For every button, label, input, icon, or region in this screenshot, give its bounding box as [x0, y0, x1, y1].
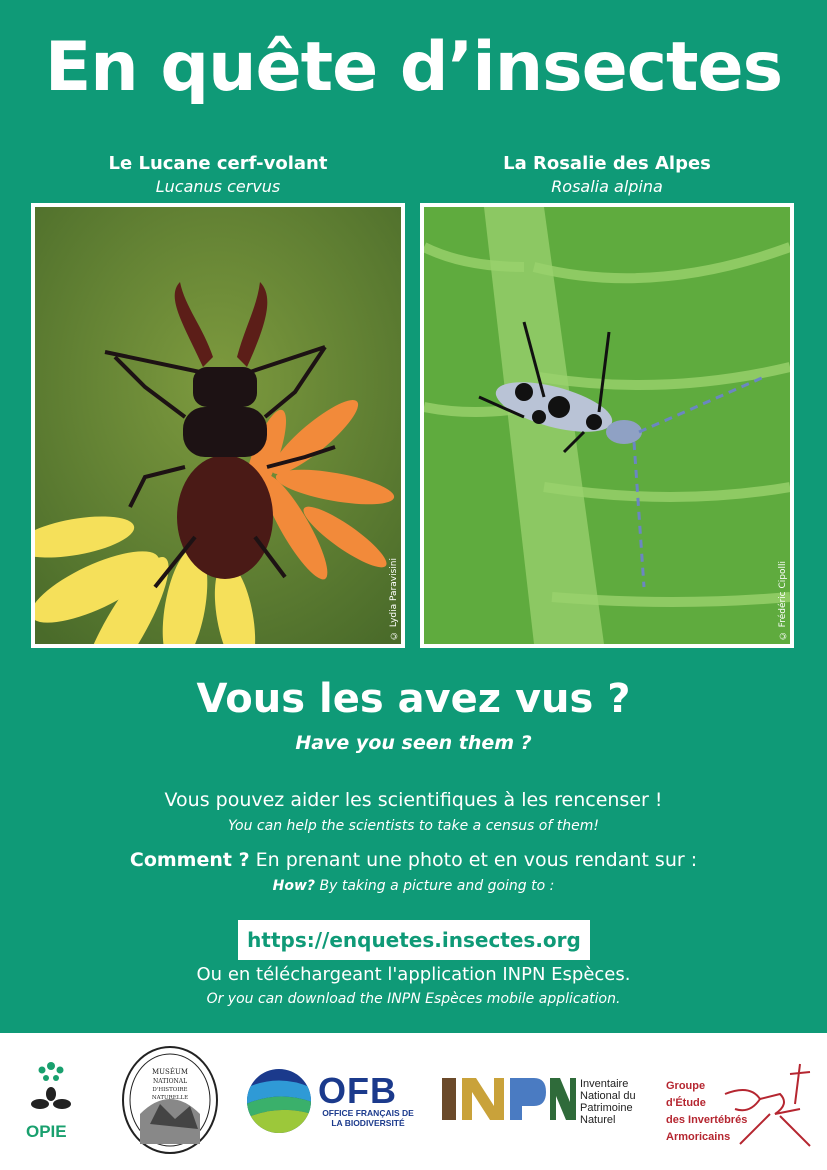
species-name: Le Lucane cerf-volant — [108, 153, 328, 174]
help-text: Vous pouvez aider les scientifiques à les rencenser ! — [164, 789, 663, 811]
inpn-subtitle-line: Patrimoine — [580, 1102, 633, 1114]
gretia-line: des Invertébrés — [666, 1114, 748, 1126]
help-text-english: You can help the scientists to take a census of them! — [228, 818, 599, 834]
question-heading: Vous les avez vus ? — [196, 676, 631, 722]
ofb-logo-subtitle: OFFICE FRANÇAIS DE LA BIODIVERSITÉ — [322, 1108, 414, 1128]
species-caption-lucane — [31, 152, 405, 198]
page-title: En quête d’insectes — [44, 28, 783, 107]
stag-beetle-illustration — [35, 207, 401, 644]
inpn-logo-icon — [442, 1076, 576, 1122]
how-label-english: How? — [272, 878, 316, 894]
inpn-subtitle-line: Inventaire — [580, 1078, 629, 1090]
opie-logo-icon — [26, 1058, 76, 1120]
how-instructions: En prenant une photo et en vous rendant sur : — [255, 849, 698, 871]
svg-text:D'HISTOIRE: D'HISTOIRE — [152, 1087, 188, 1093]
species-latin-name: Lucanus cervus — [155, 177, 281, 196]
species-name: La Rosalie des Alpes — [503, 153, 711, 174]
photo-credit: © Lydia Paravisini — [389, 558, 399, 640]
how-label: Comment ? — [129, 849, 250, 871]
species-caption-rosalie — [420, 152, 794, 198]
how-instructions-english: By taking a picture and going to : — [319, 878, 555, 894]
svg-text:NATURELLE: NATURELLE — [151, 1095, 189, 1101]
ofb-logo-icon — [246, 1068, 312, 1134]
photo-credit: © Frédéric Cipolli — [778, 560, 788, 640]
gretia-signature-icon — [720, 1054, 820, 1150]
inpn-subtitle-line: Naturel — [580, 1114, 616, 1126]
svg-text:MUSÉUM: MUSÉUM — [151, 1068, 189, 1076]
ofb-logo-text: OFB — [318, 1070, 397, 1111]
how-text — [0, 849, 827, 871]
gretia-line: Groupe — [666, 1080, 706, 1092]
inpn-subtitle-line: National du — [580, 1090, 636, 1102]
species-latin-name: Rosalia alpina — [551, 177, 663, 196]
question-heading-english: Have you seen them ? — [295, 732, 532, 754]
inpn-logo-subtitle — [580, 1078, 636, 1126]
opie-logo-text: OPIE — [26, 1122, 67, 1141]
stag-beetle-photo — [31, 203, 405, 648]
mnhn-seal-icon — [120, 1044, 220, 1156]
gretia-line: d'Étude — [666, 1097, 706, 1109]
rosalia-beetle-photo — [420, 203, 794, 648]
how-text-english — [0, 878, 827, 894]
gretia-line: Armoricains — [666, 1131, 731, 1143]
website-link[interactable]: https://enquetes.insectes.org — [238, 920, 590, 960]
app-text-english: Or you can download the INPN Espèces mobile application. — [206, 991, 621, 1007]
svg-text:NATIONAL: NATIONAL — [152, 1078, 188, 1085]
rosalia-beetle-illustration — [424, 207, 790, 644]
app-text: Ou en téléchargeant l'application INPN Espèces. — [196, 964, 631, 985]
